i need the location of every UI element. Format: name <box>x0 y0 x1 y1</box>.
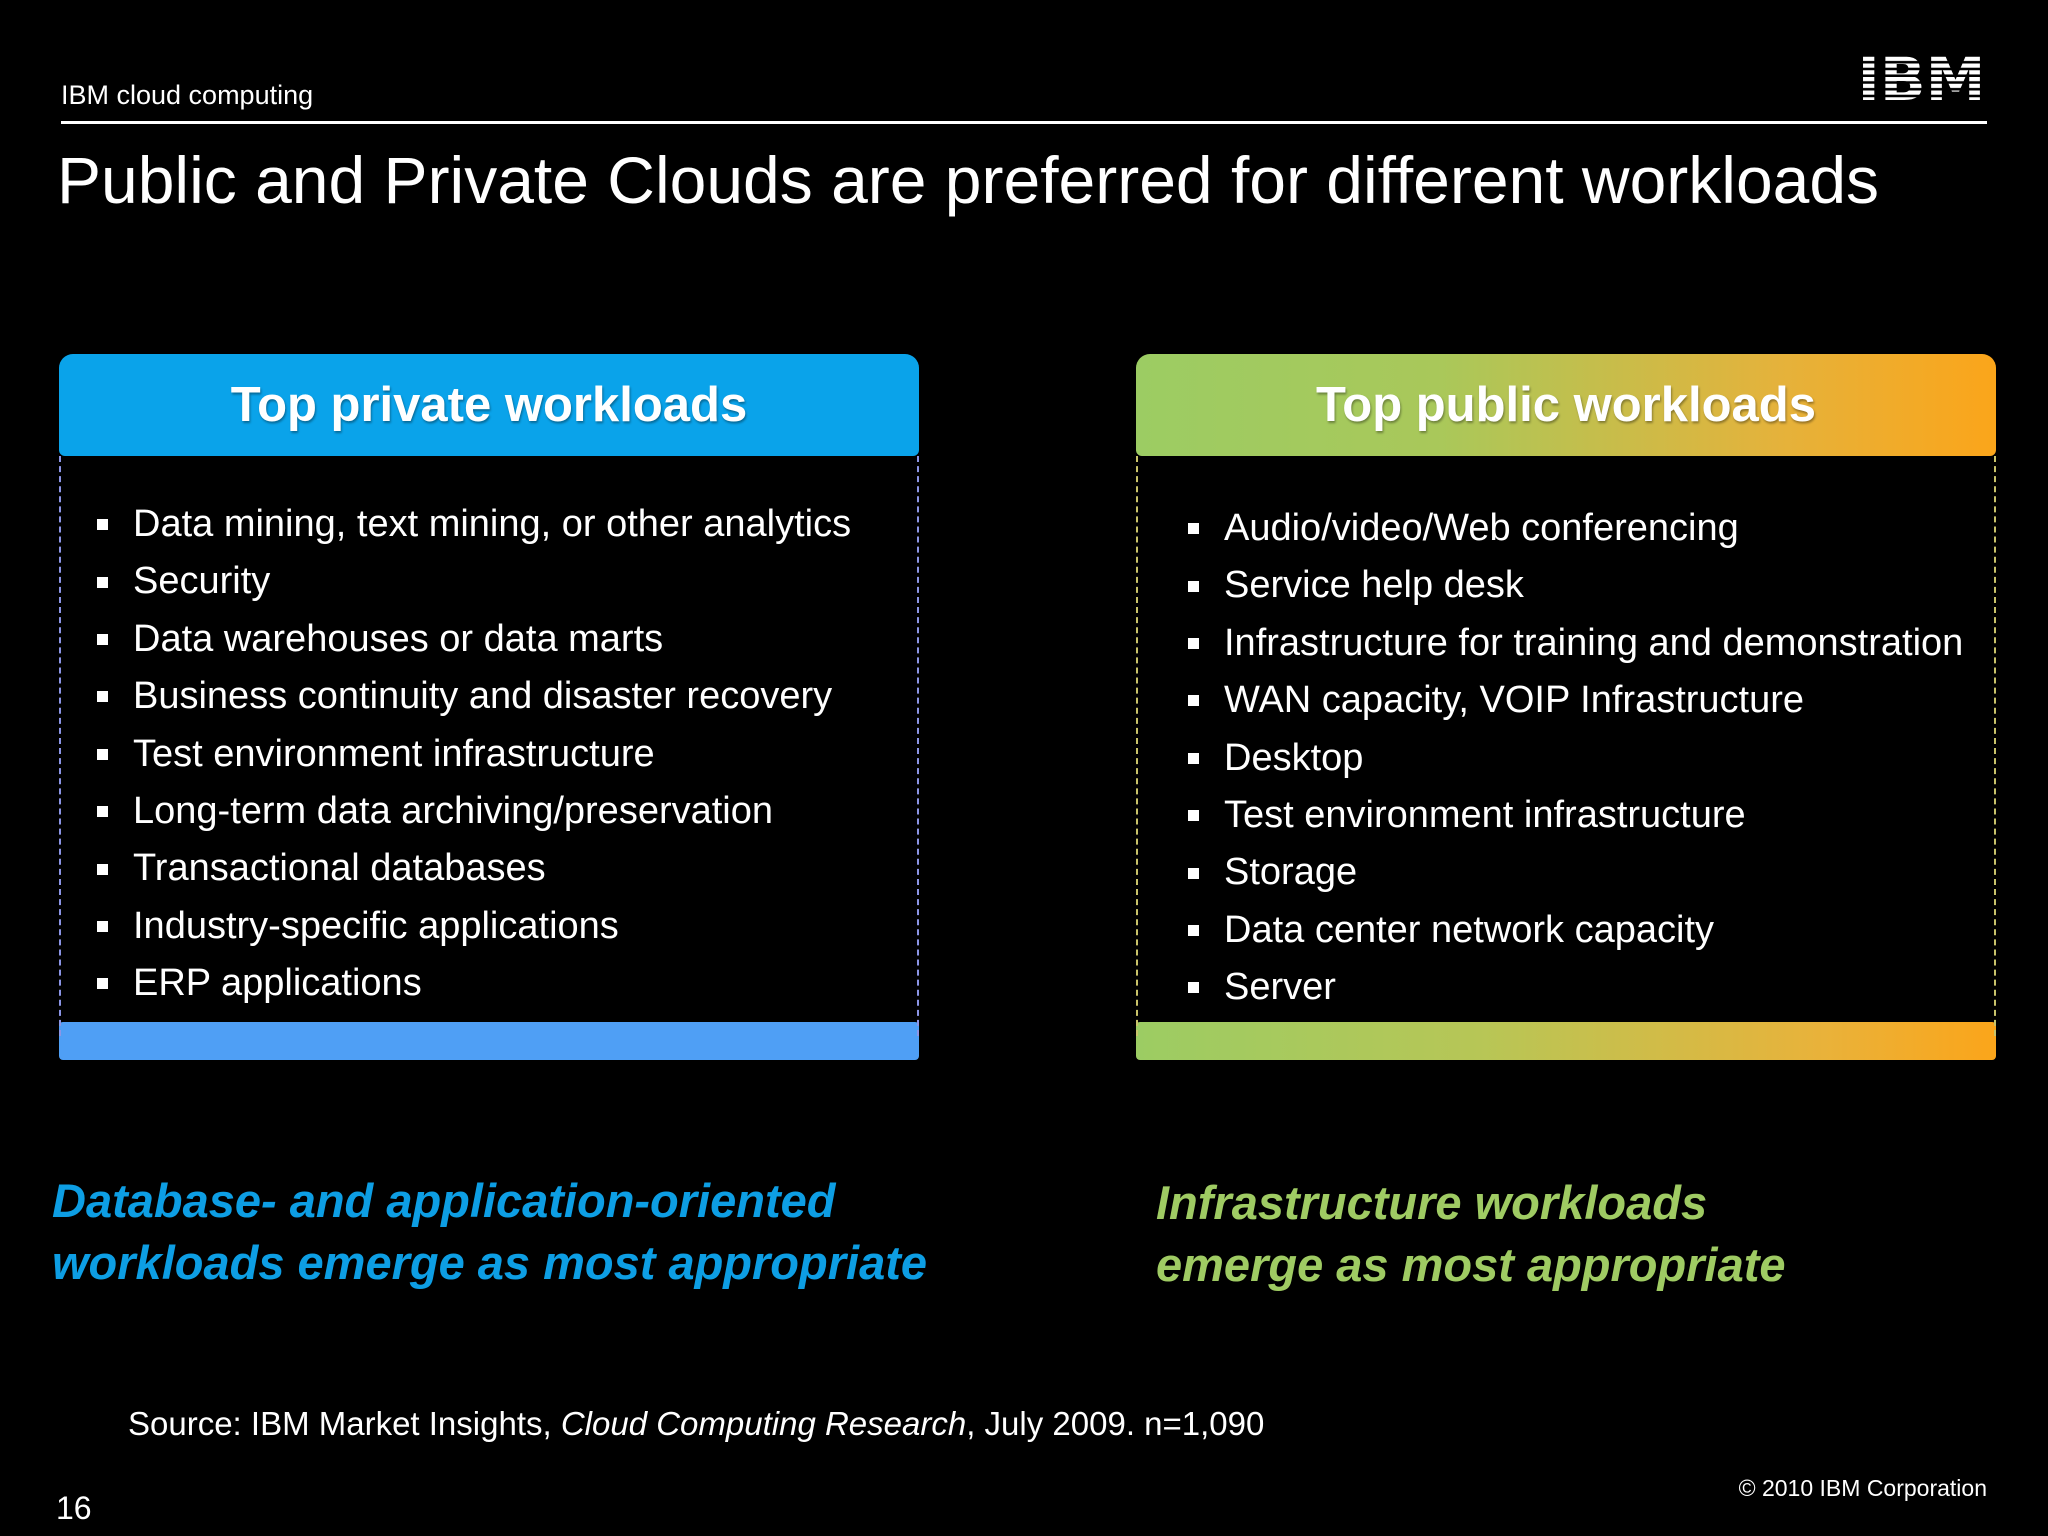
list-item: ERP applications <box>97 955 917 1012</box>
square-bullet-icon <box>97 864 108 875</box>
square-bullet-icon <box>1188 638 1199 649</box>
list-item: Server <box>1188 959 1994 1016</box>
list-item: WAN capacity, VOIP Infrastructure <box>1188 672 1994 729</box>
list-item: Business continuity and disaster recovery <box>97 668 917 725</box>
square-bullet-icon <box>1188 810 1199 821</box>
public-conclusion: Infrastructure workloads emerge as most appropriate <box>1156 1176 1786 1291</box>
copyright: © 2010 IBM Corporation <box>1738 1475 1987 1501</box>
square-bullet-icon <box>97 691 108 702</box>
square-bullet-icon <box>97 749 108 760</box>
square-bullet-icon <box>1188 753 1199 764</box>
square-bullet-icon <box>1188 523 1199 534</box>
list-item: Storage <box>1188 844 1994 901</box>
list-item: Audio/video/Web conferencing <box>1188 500 1994 557</box>
private-panel-body <box>59 456 919 1036</box>
square-bullet-icon <box>1188 695 1199 706</box>
list-item: Industry-specific applications <box>97 898 917 955</box>
square-bullet-icon <box>1188 982 1199 993</box>
public-workloads-list <box>1188 500 1994 1017</box>
list-item: Data center network capacity <box>1188 902 1994 959</box>
square-bullet-icon <box>97 806 108 817</box>
header-rule <box>61 121 1987 124</box>
square-bullet-icon <box>97 978 108 989</box>
list-item: Service help desk <box>1188 557 1994 614</box>
private-conclusion: Database- and application-oriented workloads emerge as most appropriate <box>52 1174 928 1289</box>
private-panel-heading: Top private workloads <box>59 354 919 456</box>
private-workloads-list <box>97 496 917 1013</box>
square-bullet-icon <box>97 634 108 645</box>
public-panel-heading: Top public workloads <box>1136 354 1996 456</box>
square-bullet-icon <box>1188 868 1199 879</box>
header-label: IBM cloud computing <box>61 80 314 110</box>
list-item: Test environment infrastructure <box>97 726 917 783</box>
square-bullet-icon <box>1188 925 1199 936</box>
list-item: Test environment infrastructure <box>1188 787 1994 844</box>
square-bullet-icon <box>97 519 108 530</box>
square-bullet-icon <box>1188 581 1199 592</box>
source-citation: Source: IBM Market Insights, Cloud Computing Research, July 2009. n=1,090 <box>128 1405 1265 1442</box>
public-panel-body <box>1136 456 1996 1036</box>
ibm-logo <box>1856 50 1987 104</box>
square-bullet-icon <box>97 577 108 588</box>
private-workloads-panel <box>59 354 919 1060</box>
page-number: 16 <box>56 1490 92 1526</box>
list-item: Long-term data archiving/preservation <box>97 783 917 840</box>
list-item: Desktop <box>1188 730 1994 787</box>
square-bullet-icon <box>97 921 108 932</box>
list-item: Data warehouses or data marts <box>97 611 917 668</box>
list-item: Security <box>97 553 917 610</box>
list-item: Transactional databases <box>97 840 917 897</box>
list-item: Data mining, text mining, or other analytics <box>97 496 917 553</box>
list-item: Infrastructure for training and demonstration <box>1188 615 1994 672</box>
slide-title: Public and Private Clouds are preferred for different workloads <box>57 143 1880 217</box>
public-workloads-panel <box>1136 354 1996 1060</box>
